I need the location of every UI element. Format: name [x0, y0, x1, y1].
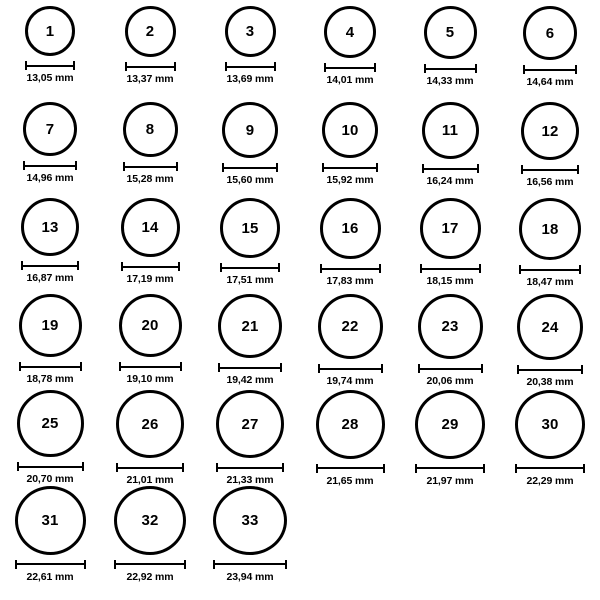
measure-cap-left	[415, 464, 417, 473]
ring-size-label: 26	[141, 415, 159, 433]
measure-cap-right	[285, 560, 287, 569]
measure-cap-left	[316, 464, 318, 473]
ring-circle	[19, 294, 82, 357]
diameter-value-label: 18,78 mm	[26, 373, 74, 385]
ring-size-cell	[300, 294, 400, 390]
measure-line	[23, 165, 77, 167]
measure-line	[17, 466, 84, 468]
measure-cap-right	[174, 62, 176, 71]
ring-circle	[25, 6, 75, 56]
ring-circle	[422, 102, 479, 159]
diameter-measure-bar	[216, 463, 284, 472]
measure-line	[216, 467, 284, 469]
diameter-value-label: 21,65 mm	[326, 474, 374, 487]
diameter-value-label: 16,56 mm	[526, 176, 574, 188]
measure-cap-right	[282, 463, 284, 472]
diameter-measure-bar	[121, 262, 180, 271]
ring-size-cell	[100, 102, 200, 198]
ring-circle	[324, 6, 376, 58]
diameter-value-label: 17,51 mm	[226, 274, 274, 286]
ring-size-cell	[500, 198, 600, 294]
measure-cap-right	[379, 264, 381, 273]
ring-size-cell	[200, 6, 300, 102]
ring-circle	[218, 294, 282, 358]
measure-cap-right	[82, 462, 84, 471]
diameter-value-label: 14,33 mm	[426, 75, 474, 87]
measure-cap-right	[383, 464, 385, 473]
measure-cap-left	[523, 65, 525, 74]
diameter-measure-bar	[222, 163, 278, 172]
ring-size-label: 30	[541, 415, 559, 433]
ring-size-cell	[200, 294, 300, 390]
diameter-value-label: 13,37 mm	[126, 73, 174, 85]
ring-size-label: 21	[241, 317, 259, 335]
ring-size-cell	[500, 6, 600, 102]
ring-size-cell	[100, 294, 200, 390]
diameter-value-label: 20,70 mm	[26, 473, 74, 485]
ring-circle	[320, 198, 381, 259]
diameter-measure-bar	[521, 165, 579, 174]
measure-line	[324, 67, 376, 69]
measure-cap-left	[125, 62, 127, 71]
measure-cap-right	[583, 464, 585, 473]
measure-line	[213, 563, 287, 565]
measure-cap-right	[276, 163, 278, 172]
diameter-measure-bar	[523, 65, 577, 74]
ring-size-cell	[200, 102, 300, 198]
measure-cap-right	[73, 61, 75, 70]
diameter-value-label: 22,29 mm	[526, 474, 574, 487]
measure-cap-right	[376, 163, 378, 172]
ring-circle	[23, 102, 77, 156]
measure-cap-left	[418, 364, 420, 373]
measure-line	[318, 368, 383, 370]
ring-circle	[517, 294, 583, 360]
ring-circle	[17, 390, 84, 457]
ring-size-cell	[400, 6, 500, 102]
diameter-value-label: 15,60 mm	[226, 174, 274, 186]
ring-size-label: 2	[145, 23, 155, 40]
ring-size-cell	[400, 102, 500, 198]
ring-size-label: 32	[141, 511, 159, 529]
measure-cap-left	[222, 163, 224, 172]
diameter-measure-bar	[220, 263, 280, 272]
measure-cap-right	[481, 364, 483, 373]
measure-line	[418, 368, 483, 370]
ring-size-label: 20	[141, 317, 159, 334]
measure-cap-left	[225, 62, 227, 71]
diameter-value-label: 14,96 mm	[26, 172, 74, 184]
diameter-measure-bar	[515, 464, 585, 473]
diameter-value-label: 19,74 mm	[326, 375, 374, 387]
diameter-value-label: 18,47 mm	[526, 276, 574, 288]
ring-size-label: 33	[241, 512, 259, 530]
measure-cap-left	[116, 463, 118, 472]
ring-circle	[424, 6, 477, 59]
diameter-value-label: 23,94 mm	[226, 570, 274, 583]
diameter-value-label: 17,19 mm	[126, 273, 174, 285]
diameter-measure-bar	[15, 560, 86, 569]
measure-cap-left	[517, 365, 519, 374]
measure-line	[116, 467, 184, 469]
measure-cap-left	[424, 64, 426, 73]
diameter-measure-bar	[422, 164, 479, 173]
ring-size-label: 15	[241, 219, 259, 237]
diameter-measure-bar	[19, 362, 82, 371]
ring-size-cell	[0, 198, 100, 294]
measure-cap-left	[216, 463, 218, 472]
measure-line	[415, 467, 485, 469]
ring-size-cell	[300, 390, 400, 486]
ring-circle	[322, 102, 378, 158]
diameter-measure-bar	[225, 62, 276, 71]
measure-cap-left	[318, 364, 320, 373]
ring-circle	[318, 294, 383, 359]
measure-cap-left	[220, 263, 222, 272]
measure-cap-right	[579, 265, 581, 274]
ring-size-cell	[100, 390, 200, 486]
diameter-measure-bar	[324, 63, 376, 72]
diameter-measure-bar	[320, 264, 381, 273]
ring-size-label: 28	[341, 415, 359, 433]
ring-size-cell	[200, 198, 300, 294]
diameter-measure-bar	[123, 162, 178, 171]
diameter-measure-bar	[318, 364, 383, 373]
ring-size-cell	[400, 294, 500, 390]
measure-cap-left	[519, 265, 521, 274]
ring-circle	[119, 294, 182, 357]
measure-cap-right	[483, 464, 485, 473]
diameter-measure-bar	[322, 163, 378, 172]
ring-size-label: 10	[341, 121, 359, 139]
ring-size-cell	[0, 6, 100, 102]
measure-cap-right	[374, 63, 376, 72]
measure-cap-left	[521, 165, 523, 174]
measure-cap-right	[84, 560, 86, 569]
measure-cap-right	[180, 362, 182, 371]
measure-line	[114, 563, 186, 565]
ring-size-cell	[100, 198, 200, 294]
measure-cap-left	[19, 362, 21, 371]
measure-cap-right	[80, 362, 82, 371]
ring-size-cell	[200, 390, 300, 486]
measure-cap-right	[274, 62, 276, 71]
ring-size-cell	[500, 294, 600, 390]
measure-cap-right	[381, 364, 383, 373]
measure-line	[222, 167, 278, 169]
ring-size-cell	[0, 486, 100, 582]
measure-cap-right	[475, 64, 477, 73]
diameter-value-label: 15,28 mm	[126, 173, 174, 185]
measure-cap-right	[280, 363, 282, 372]
measure-cap-left	[15, 560, 17, 569]
diameter-value-label: 17,83 mm	[326, 275, 374, 287]
diameter-value-label: 21,97 mm	[426, 474, 474, 487]
diameter-measure-bar	[114, 560, 186, 569]
diameter-measure-bar	[125, 62, 176, 71]
ring-size-label: 25	[41, 415, 59, 432]
ring-size-label: 1	[45, 22, 55, 40]
measure-cap-left	[218, 363, 220, 372]
ring-size-cell	[300, 102, 400, 198]
measure-line	[322, 167, 378, 169]
ring-size-cell	[400, 198, 500, 294]
ring-size-label: 24	[541, 318, 559, 336]
ring-size-label: 6	[545, 24, 555, 42]
measure-cap-left	[121, 262, 123, 271]
measure-cap-left	[422, 164, 424, 173]
ring-circle	[21, 198, 79, 256]
ring-circle	[515, 390, 585, 459]
diameter-value-label: 19,42 mm	[226, 374, 274, 386]
measure-cap-right	[577, 165, 579, 174]
diameter-measure-bar	[517, 365, 583, 374]
diameter-value-label: 14,64 mm	[526, 76, 574, 88]
ring-size-label: 13	[41, 218, 59, 236]
measure-cap-right	[77, 261, 79, 270]
ring-size-label: 7	[45, 120, 55, 138]
diameter-value-label: 21,33 mm	[226, 474, 274, 486]
ring-circle	[220, 198, 280, 258]
ring-size-label: 17	[441, 220, 459, 237]
measure-line	[320, 268, 381, 270]
diameter-measure-bar	[519, 265, 581, 274]
measure-cap-right	[581, 365, 583, 374]
measure-cap-left	[320, 264, 322, 273]
measure-line	[123, 166, 178, 168]
ring-size-cell	[0, 390, 100, 486]
measure-cap-right	[182, 463, 184, 472]
ring-size-cell	[0, 102, 100, 198]
measure-cap-left	[515, 464, 517, 473]
measure-line	[121, 266, 180, 268]
measure-cap-right	[278, 263, 280, 272]
measure-cap-right	[477, 164, 479, 173]
ring-size-cell	[200, 486, 300, 582]
measure-line	[519, 269, 581, 271]
diameter-value-label: 20,06 mm	[426, 375, 474, 387]
diameter-measure-bar	[218, 363, 282, 372]
ring-size-label: 22	[341, 318, 359, 335]
ring-size-label: 9	[245, 121, 255, 139]
diameter-measure-bar	[116, 463, 184, 472]
ring-size-cell	[100, 6, 200, 102]
measure-line	[220, 267, 280, 269]
ring-size-label: 19	[41, 317, 59, 334]
ring-size-label: 23	[441, 318, 459, 335]
ring-circle	[418, 294, 483, 359]
measure-cap-right	[575, 65, 577, 74]
ring-circle	[415, 390, 485, 459]
diameter-value-label: 18,15 mm	[426, 275, 474, 287]
measure-cap-left	[123, 162, 125, 171]
measure-line	[125, 66, 176, 68]
ring-size-cell	[500, 102, 600, 198]
diameter-value-label: 22,92 mm	[126, 570, 174, 583]
diameter-value-label: 20,38 mm	[526, 376, 574, 388]
ring-circle	[125, 6, 176, 57]
diameter-measure-bar	[420, 264, 481, 273]
measure-cap-left	[21, 261, 23, 270]
measure-line	[422, 168, 479, 170]
ring-size-label: 18	[541, 220, 559, 238]
ring-circle	[15, 486, 86, 555]
measure-line	[517, 369, 583, 371]
measure-cap-left	[23, 161, 25, 170]
measure-line	[424, 68, 477, 70]
ring-size-label: 11	[441, 122, 459, 139]
measure-cap-left	[17, 462, 19, 471]
ring-size-label: 4	[345, 23, 355, 41]
measure-line	[21, 265, 79, 267]
measure-line	[523, 69, 577, 71]
ring-circle	[316, 390, 385, 459]
measure-line	[420, 268, 481, 270]
diameter-measure-bar	[119, 362, 182, 371]
ring-circle	[114, 486, 186, 555]
ring-size-cell	[100, 486, 200, 582]
ring-size-label: 14	[141, 219, 159, 236]
diameter-value-label: 16,87 mm	[26, 272, 74, 284]
measure-cap-right	[75, 161, 77, 170]
diameter-measure-bar	[213, 560, 287, 568]
ring-size-cell	[0, 294, 100, 390]
ring-circle	[222, 102, 278, 158]
ring-circle	[519, 198, 581, 260]
ring-size-label: 5	[445, 24, 455, 41]
measure-line	[15, 563, 86, 565]
ring-circle	[116, 390, 184, 458]
diameter-value-label: 13,05 mm	[26, 72, 74, 84]
diameter-value-label: 16,24 mm	[426, 175, 474, 187]
measure-cap-right	[178, 262, 180, 271]
ring-circle	[225, 6, 276, 57]
ring-size-label: 16	[341, 220, 359, 237]
ring-size-label: 31	[41, 511, 59, 529]
measure-cap-left	[114, 560, 116, 569]
diameter-measure-bar	[418, 364, 483, 373]
diameter-value-label: 21,01 mm	[126, 474, 174, 486]
ring-circle	[521, 102, 579, 160]
diameter-value-label: 22,61 mm	[26, 570, 74, 583]
diameter-value-label: 15,92 mm	[326, 174, 374, 186]
diameter-measure-bar	[424, 64, 477, 73]
measure-line	[316, 467, 385, 469]
measure-cap-right	[479, 264, 481, 273]
measure-line	[19, 366, 82, 368]
ring-circle	[213, 486, 287, 555]
measure-line	[515, 467, 585, 469]
measure-line	[521, 169, 579, 171]
ring-size-label: 12	[541, 122, 559, 140]
measure-line	[218, 367, 282, 369]
ring-size-cell	[300, 198, 400, 294]
ring-size-label: 27	[241, 415, 259, 433]
ring-size-cell	[500, 390, 600, 486]
measure-cap-right	[176, 162, 178, 171]
ring-circle	[420, 198, 481, 259]
diameter-value-label: 14,01 mm	[326, 74, 374, 86]
diameter-value-label: 13,69 mm	[226, 73, 274, 85]
ring-size-label: 8	[145, 121, 155, 138]
diameter-measure-bar	[316, 464, 385, 473]
measure-cap-left	[324, 63, 326, 72]
ring-size-cell	[400, 390, 500, 486]
measure-line	[119, 366, 182, 368]
measure-cap-left	[213, 560, 215, 569]
diameter-value-label: 19,10 mm	[126, 373, 174, 385]
measure-cap-left	[119, 362, 121, 371]
measure-cap-right	[184, 560, 186, 569]
measure-cap-left	[420, 264, 422, 273]
ring-size-label: 29	[441, 415, 459, 433]
diameter-measure-bar	[23, 161, 77, 170]
diameter-measure-bar	[415, 464, 485, 473]
diameter-measure-bar	[21, 261, 79, 270]
measure-line	[225, 66, 276, 68]
diameter-measure-bar	[17, 462, 84, 471]
ring-circle	[523, 6, 577, 60]
measure-cap-left	[25, 61, 27, 70]
measure-line	[25, 65, 75, 67]
ring-circle	[123, 102, 178, 157]
measure-cap-left	[322, 163, 324, 172]
ring-size-cell	[300, 6, 400, 102]
diameter-measure-bar	[25, 61, 75, 70]
ring-size-label: 3	[245, 23, 255, 40]
ring-circle	[216, 390, 284, 458]
ring-circle	[121, 198, 180, 257]
